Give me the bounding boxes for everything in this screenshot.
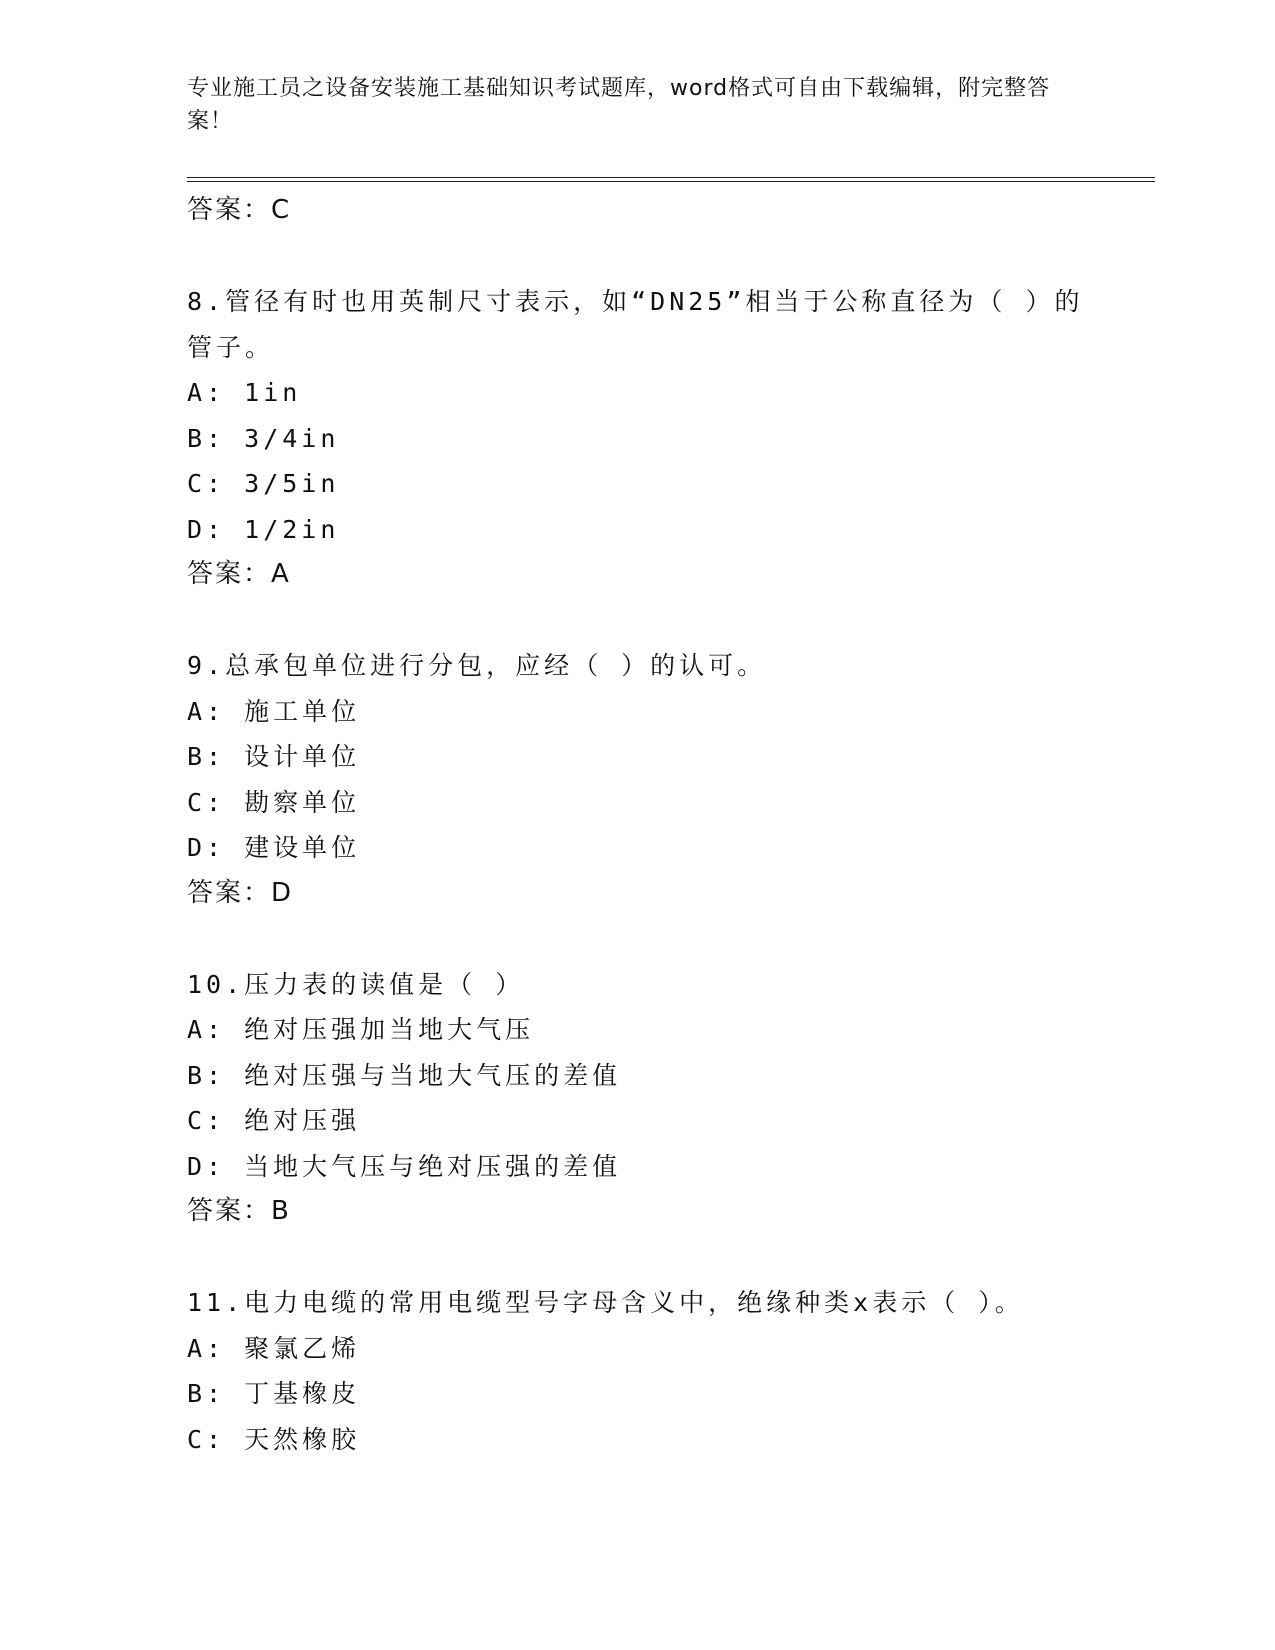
option-c: C: 勘察单位 (187, 787, 361, 817)
question-11 (187, 1280, 1087, 1462)
question-9 (187, 643, 1087, 916)
question-10 (187, 962, 1087, 1235)
answer-line: 答案：D (187, 877, 294, 908)
option-a: A: 聚氯乙烯 (187, 1333, 361, 1363)
answer-line: 答案：A (187, 559, 291, 589)
answer-line: 答案：B (187, 1196, 291, 1226)
option-a: A: 绝对压强加当地大气压 (187, 1015, 535, 1044)
option-b: B: 丁基橡皮 (187, 1379, 361, 1408)
question-text-continued: 管子。 (187, 332, 275, 362)
option-a: A: 施工单位 (187, 696, 361, 726)
option-c: C: 天然橡胶 (187, 1424, 361, 1454)
answer-line: 答案：C (187, 195, 292, 225)
question-text: 8.管径有时也用英制尺寸表示，如“DN25”相当于公称直径为（ ）的 (187, 287, 1084, 316)
spacer (187, 234, 1087, 280)
header-rule-top (187, 177, 1155, 178)
option-d: D: 建设单位 (187, 833, 361, 862)
option-b: B: 设计单位 (187, 742, 361, 771)
question-text: 11.电力电缆的常用电缆型号字母含义中，绝缘种类x表示（ ）。 (187, 1288, 1024, 1317)
option-c: C: 绝对压强 (187, 1106, 361, 1135)
question-list (187, 188, 1087, 1462)
question-text: 9.总承包单位进行分包，应经（ ）的认可。 (187, 651, 767, 680)
document-header: 专业施工员之设备安装施工基础知识考试题库，word格式可自由下载编辑，附完整答案！ (187, 76, 1051, 134)
question-text: 10.压力表的读值是（ ） (187, 969, 525, 999)
spacer (187, 1235, 1087, 1281)
option-b: B: 3/4in (187, 423, 340, 453)
spacer (187, 916, 1087, 962)
option-d: D: 当地大气压与绝对压强的差值 (187, 1151, 622, 1181)
option-a: A: 1in (187, 378, 302, 407)
header-rule-bottom (187, 181, 1155, 182)
option-d: D: 1/2in (187, 514, 340, 544)
spacer (187, 598, 1087, 644)
question-8 (187, 279, 1087, 598)
option-c: C: 3/5in (187, 469, 340, 498)
option-b: B: 绝对压强与当地大气压的差值 (187, 1060, 622, 1090)
